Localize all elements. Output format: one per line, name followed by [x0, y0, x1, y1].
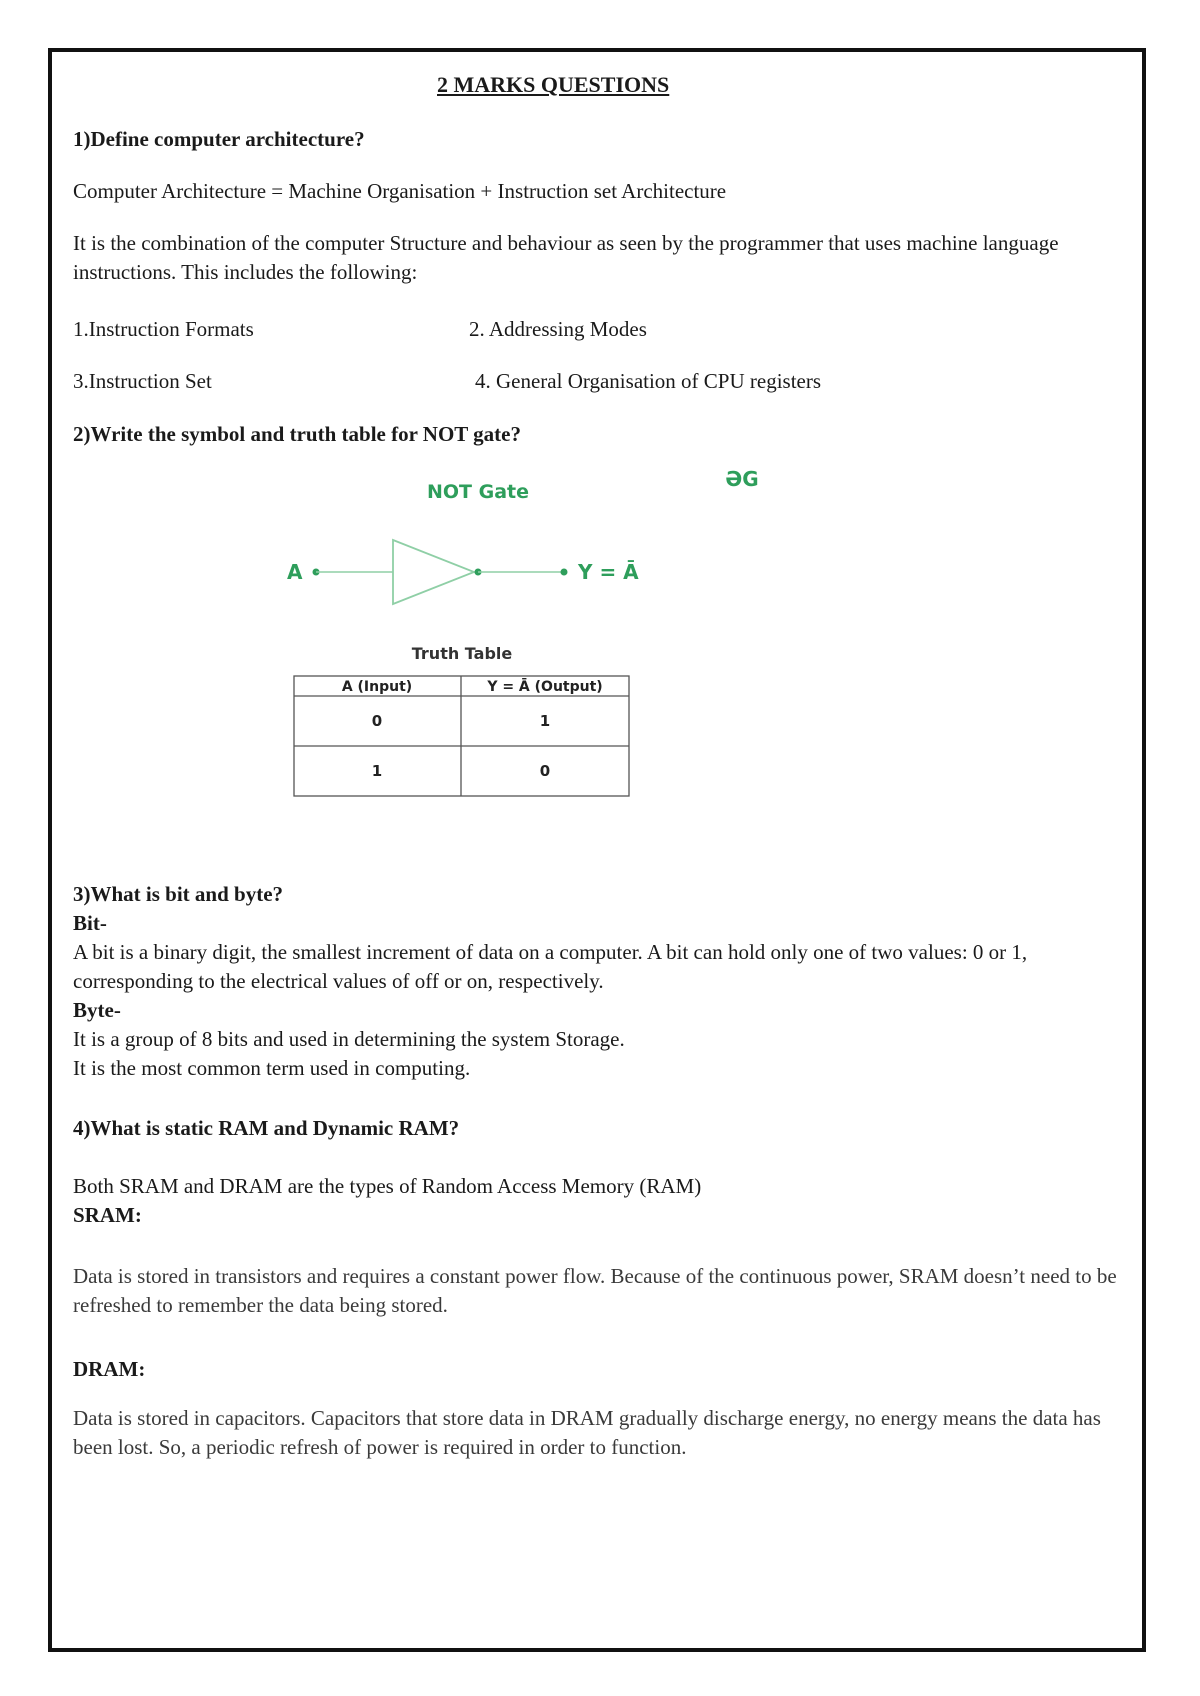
bit-label: Bit- [73, 911, 107, 935]
byte-label: Byte- [73, 998, 121, 1022]
list-item: 4. General Organisation of CPU registers [475, 369, 822, 393]
table-header: Y = Ā (Output) [487, 679, 603, 695]
architecture-paragraph: It is the combination of the computer Structure and behaviour as seen by the programmer that uses machine language instructions. This includes the following: [73, 231, 1059, 284]
table-cell: 0 [371, 712, 383, 730]
table-cell: 1 [539, 712, 551, 730]
list-item: 3.Instruction Set [73, 369, 212, 393]
logo-icon: ƏG [725, 467, 759, 491]
gate-title: NOT Gate [426, 481, 530, 503]
not-gate-figure [270, 460, 790, 810]
question-3: 3)What is bit and byte? [73, 882, 284, 906]
byte-line: It is a group of 8 bits and used in determining the system Storage. [73, 1027, 625, 1051]
architecture-formula: Computer Architecture = Machine Organisation + Instruction set Architecture [73, 179, 727, 203]
ram-intro: Both SRAM and DRAM are the types of Random Access Memory (RAM) [73, 1174, 702, 1198]
output-terminal [561, 569, 568, 576]
byte-line: It is the most common term used in computing. [73, 1056, 471, 1080]
question-2: 2)Write the symbol and truth table for NOT gate? [73, 422, 521, 446]
not-gate-triangle [393, 540, 474, 604]
table-cell: 1 [371, 762, 383, 780]
sram-text: Data is stored in transistors and requires a constant power flow. Because of the continuous power, SRAM doesn’t need to be refreshed to remember the data being stored. [73, 1264, 1117, 1317]
dram-label: DRAM: [73, 1357, 146, 1381]
list-item: 1.Instruction Formats [73, 317, 254, 341]
output-label: Y = Ā [578, 560, 639, 584]
list-item: 2. Addressing Modes [469, 317, 647, 341]
question-4: 4)What is static RAM and Dynamic RAM? [73, 1116, 460, 1140]
table-cell: 0 [539, 762, 551, 780]
sram-label: SRAM: [73, 1203, 142, 1227]
input-label: A [287, 560, 303, 584]
dram-text: Data is stored in capacitors. Capacitors that store data in DRAM gradually discharge energy, no energy means the data has been lost. So, a periodic refresh of power is required in order to function. [73, 1406, 1101, 1459]
question-1: 1)Define computer architecture? [73, 127, 365, 151]
page-title: 2 MARKS QUESTIONS [437, 72, 670, 97]
truth-table-title: Truth Table [411, 644, 513, 663]
bit-text: A bit is a binary digit, the smallest increment of data on a computer. A bit can hold only one of two values: 0 or 1, corresponding to the electrical values of off or on, respectively. [73, 940, 1028, 993]
table-header: A (Input) [341, 679, 413, 695]
